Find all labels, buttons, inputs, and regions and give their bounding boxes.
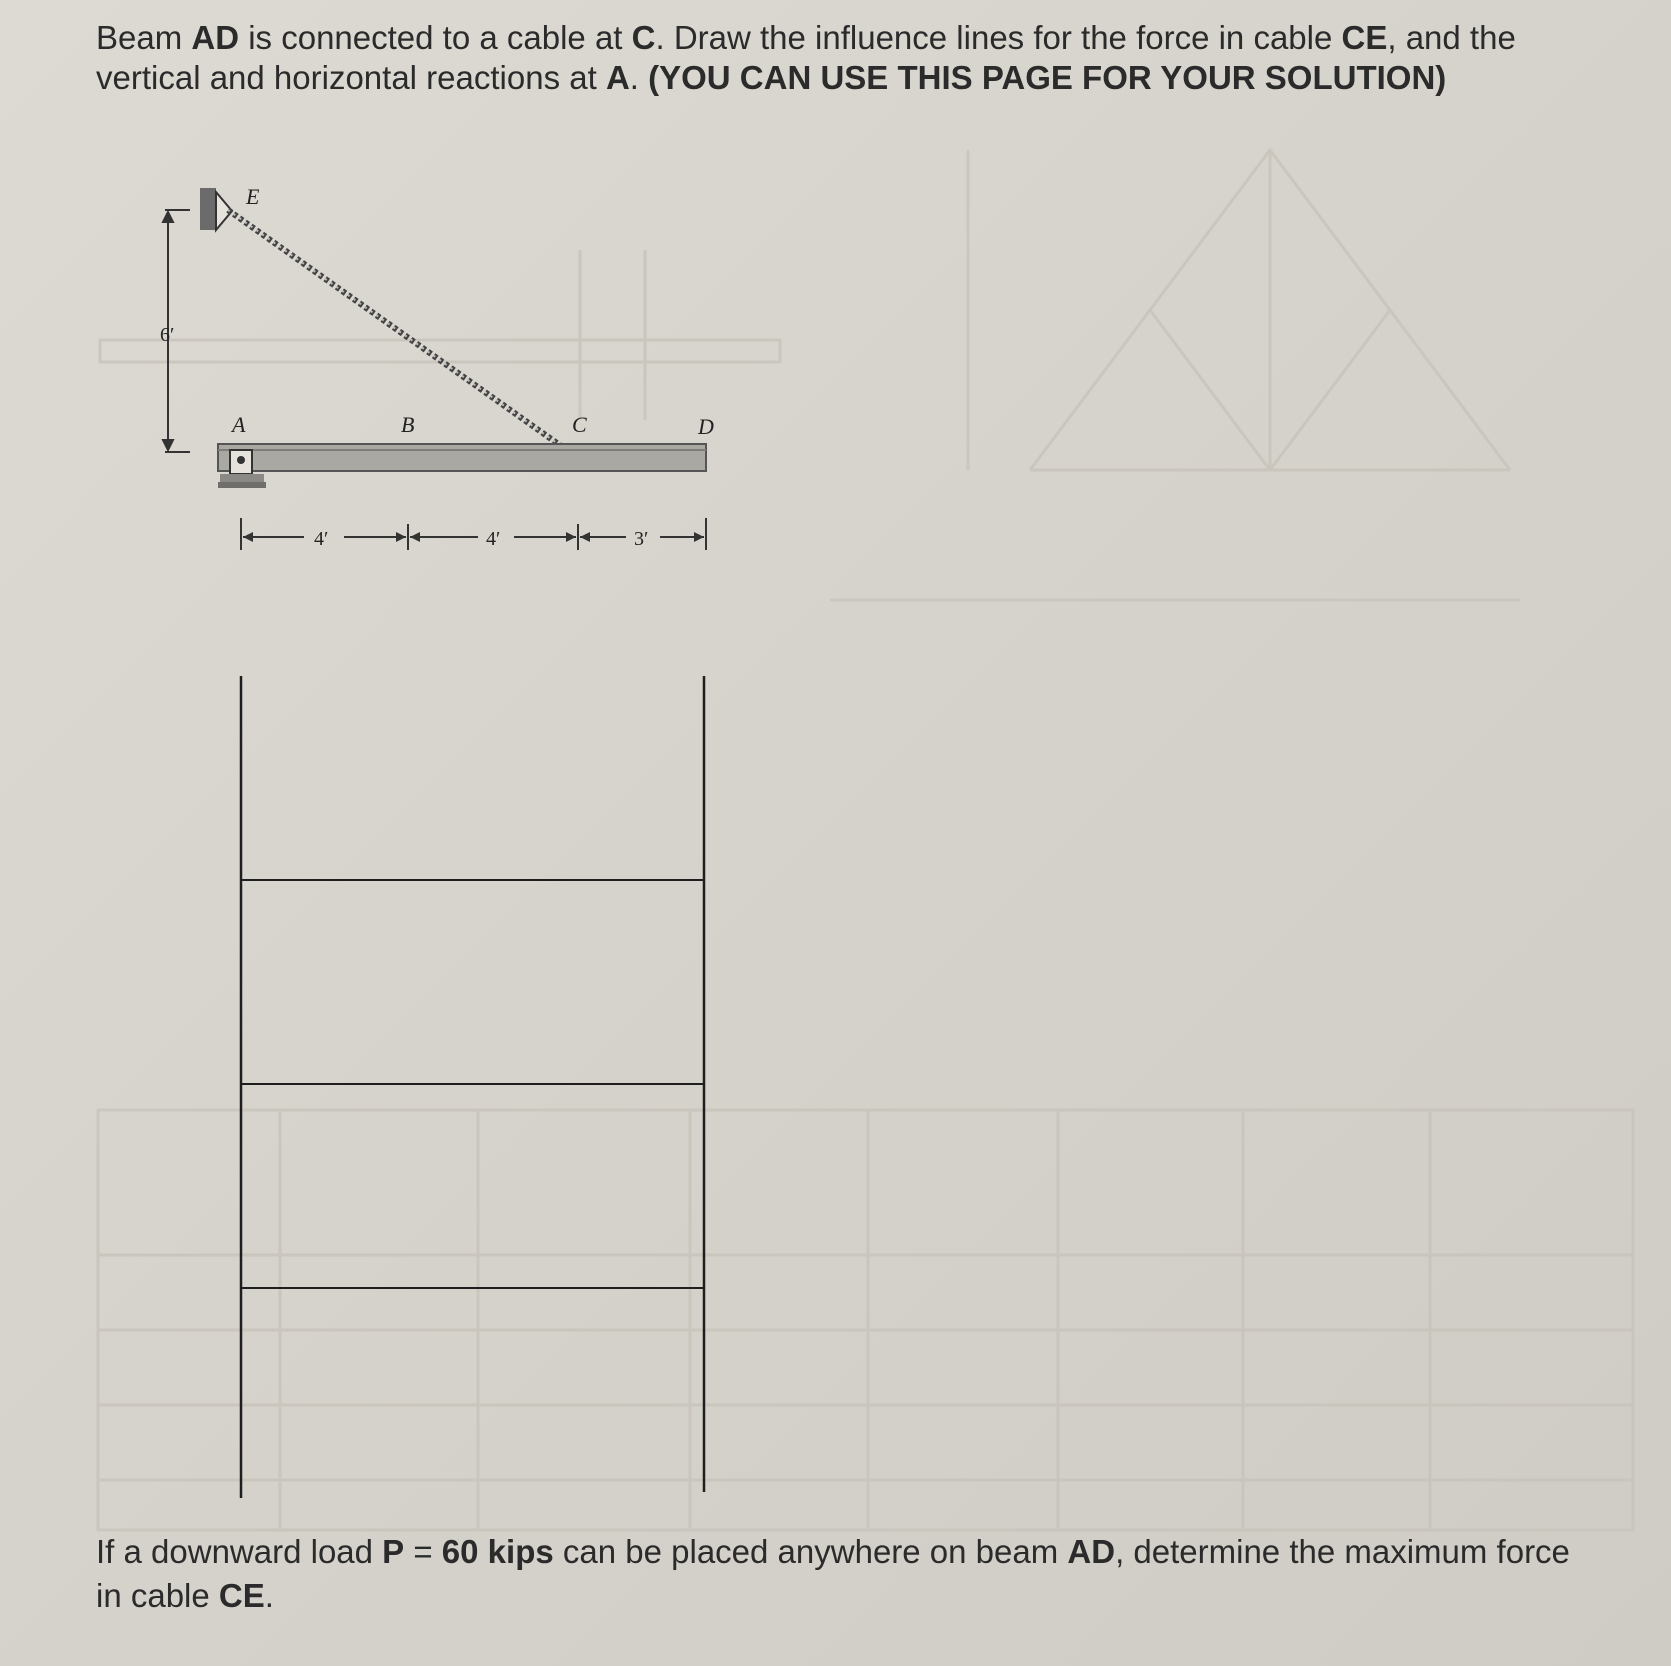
span-dim-bc: 4′ — [486, 528, 501, 550]
question-text: If a downward load P = 60 kips can be placed anywhere on beam AD, determine the maximum force in cable CE. — [96, 1533, 1570, 1614]
label-d: D — [698, 414, 714, 439]
span-dim-ab: 4′ — [314, 528, 329, 550]
label-c: C — [572, 412, 587, 437]
label-a: A — [232, 412, 246, 437]
problem-statement: Beam AD is connected to a cable at C. Draw the influence lines for the force in cable CE, and the vertical and horizontal reactions at A. (YOU CAN USE THIS PAGE FOR YOUR SOLUTION) — [96, 19, 1516, 96]
label-b: B — [401, 412, 415, 437]
span-dim-cd: 3′ — [634, 528, 649, 550]
label-e: E — [246, 184, 260, 209]
height-dim-label: 6′ — [160, 324, 175, 346]
